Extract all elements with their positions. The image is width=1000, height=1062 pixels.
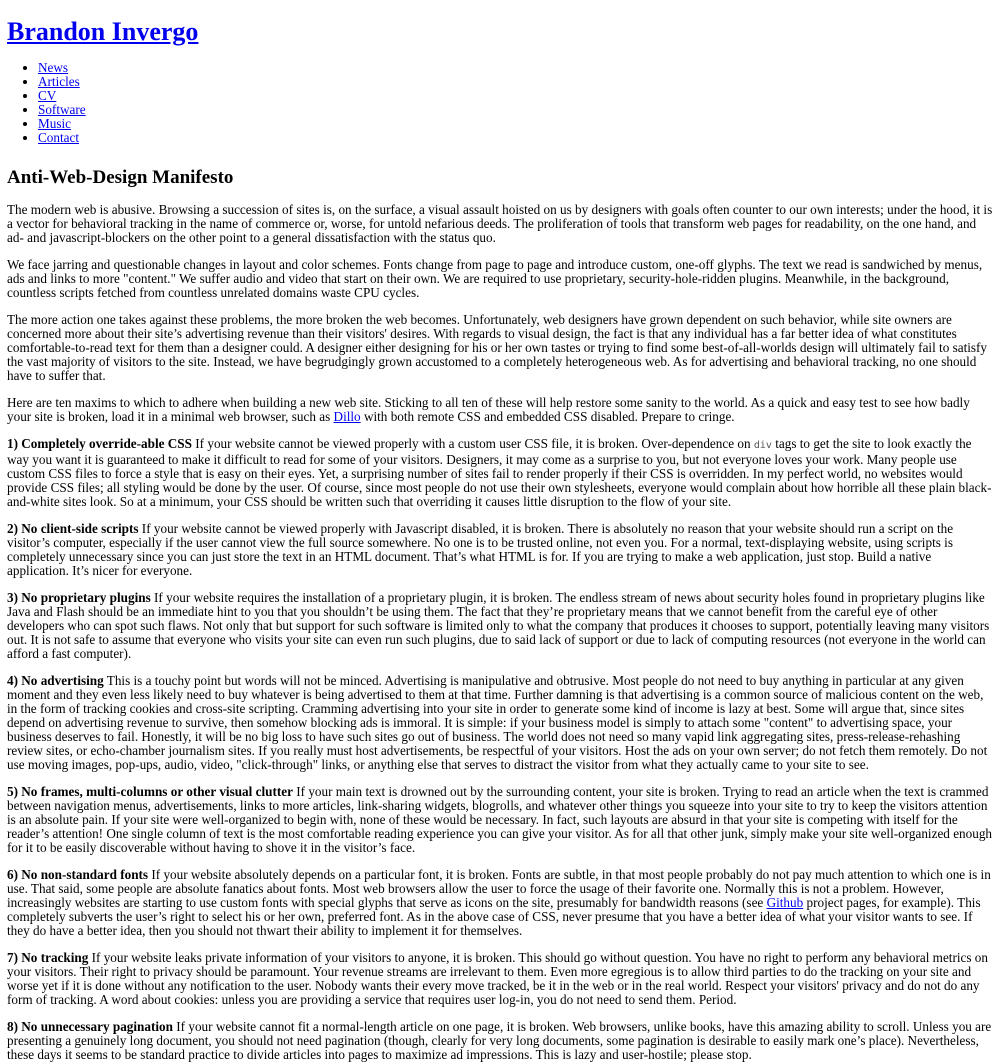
site-title-link[interactable]: Brandon Invergo	[7, 17, 199, 46]
maxim-text: If your website cannot be viewed properly with a custom user CSS file, it is broken. Over-dependence on	[191, 436, 754, 451]
maxim-paragraph	[7, 674, 993, 772]
nav-link-contact[interactable]: Contact	[38, 130, 80, 145]
nav-link-news[interactable]: News	[38, 60, 69, 75]
nav-item-cv	[38, 89, 993, 103]
nav-link-music[interactable]: Music	[38, 116, 71, 131]
maxim-heading: 6) No non-standard fonts	[7, 867, 149, 882]
maxim-text: This is a touchy point but words will not be minced. Advertising is manipulative and obtrusive. Most people do not need to buy anything in particular at any given moment and they even less likely need to buy whatever is being advertised to them at that time. Further damning is that advertising is a common source of malicious content on the web, in the form of tracking cookies and cross-site scripting. Cramming advertising into your site in order to generate some kind of income is lazy at best. Some will argue that, since sites depend on advertising revenue to survive, then somehow blocking ads is immoral. It is simple: if your business model is simply to attach some "content" to advertising space, your business deserves to fail. Honestly, it will be no big loss to have such sites go out of business. The world does not need so many vapid link aggregating sites, press-release-rehashing review sites, or echo-chamber journalism sites. If you really must host advertisements, be respectful of your visitors. Host the ads on your own server; do not fetch them remotely. Do not use moving images, pop-ups, audio, video, "click-through" links, or anything else that serves to distract the visitor from what they actually came to your site to see.	[7, 673, 988, 772]
maxim-paragraph	[7, 437, 993, 509]
maxim-text: If your website requires the installation of a proprietary plugin, it is broken. The endless stream of news about security holes found in proprietary plugins like Java and Flash should be an immediate hint to you that you shouldn’t be using them. The fact that they’re proprietary means that we cannot benefit from the careful eye of other developers who can spot such flaws. Not only that but support for such software is limited only to what the company that produces it chooses to support, potentially leaving many visitors out. It is not safe to assume that everyone who visits your site can even run such plugins, due to said lack of support or due to lack of computing resources (not everyone in the world can afford a fast computer).	[7, 590, 990, 661]
nav-item-articles	[38, 75, 993, 89]
maxim-heading: 4) No advertising	[7, 673, 104, 688]
intro-paragraph: The more action one takes against these problems, the more broken the web becomes. Unfortunately, web designers have grown dependent on such behavior, while site owners are concerned more about their site’s advertising revenue than their visitors' desires. With regards to visual design, the fact is that any individual has a far better idea of what constitutes comfortable-to-read text for them than a designer could. A designer either designing for his or her own tastes or trying to find some best-of-all-worlds design will ultimately fail to satisfy the vast majority of visitors to the site. Instead, we have begrudgingly grown accustomed to a completely heterogeneous web. As for advertising and behavioral tracking, no one should have to suffer that.	[7, 312, 988, 383]
maxim-paragraph	[7, 1020, 993, 1062]
intro-paragraph: We face jarring and questionable changes in layout and color schemes. Fonts change from page to page and introduce custom, one-off glyphs. The text we read is sandwiched by menus, ads and links to more "content." We suffer audio and video that start on their own. We are required to use proprietary, security-hole-ridden plugins. Meanwhile, in the background, countless scripts fetched from countless unrelated domains waste CPU cycles.	[7, 257, 983, 300]
maxims-intro-text: Here are ten maxims to which to adhere when building a new web site. Sticking to all ten of these will help restore some sanity to the world. As a quick and easy test to see how badly your site is broken, load it in a minimal web browser, such as	[7, 395, 970, 424]
maxim-heading: 8) No unnecessary pagination	[7, 1019, 173, 1034]
inline-code: div	[753, 440, 772, 451]
maxim-paragraph	[7, 591, 993, 661]
nav-link-software[interactable]: Software	[38, 102, 86, 117]
dillo-link[interactable]: Dillo	[333, 409, 361, 424]
article-title: Anti-Web-Design Manifesto	[7, 167, 234, 188]
nav-item-music	[38, 117, 993, 131]
maxim-paragraph	[7, 951, 993, 1007]
maxim-text: If your main text is drowned out by the surrounding content, your site is broken. Trying to read an article when the text is crammed between navigation menus, advertisements, links to more articles, link-sharing widgets, blogrolls, and whatever other things you squeeze into your site to try to keep the visitors attention is an absolute pain. If your site were well-organized to begin with, none of these would be necessary. In fact, such layouts are absurd in that your site is competing with itself for the reader’s attention! One single column of text is the most comfortable reading experience you can give your visitor. As for all that other junk, simply make your site well-organized enough for it to be easily discoverable without having to shove it in the visitor’s face.	[7, 784, 993, 855]
nav-link-cv[interactable]: CV	[38, 88, 57, 103]
maxim-heading: 2) No client-side scripts	[7, 521, 139, 536]
nav-item-software	[38, 103, 993, 117]
main-nav	[7, 61, 993, 145]
site-header	[7, 17, 993, 47]
maxim-text: If your website absolutely depends on a particular font, it is broken. Fonts are subtle, in that most people probably do not pay much attention to which one is in use. That said, some people are absolute fanatics about fonts. Most web browsers allow the user to force the usage of their favorite one. Normally this is not a problem. However, increasingly websites are starting to use custom fonts with special glyphs that serve as icons on the site, presumably for bandwidth reasons (see	[7, 867, 991, 910]
nav-item-news	[38, 61, 993, 75]
maxim-paragraph	[7, 522, 993, 578]
maxim-text: tags to get the site to look exactly the way you want it is guaranteed to make it difficult to read for some of your visitors. Designers, it may come as a surprise to you, but not everyone loves your work. Many people use custom CSS files to force a style that is easy on their eyes. Yet, a surprising number of sites fail to render properly if their CSS is overridden. In my perfect world, no websites would provide CSS files; all styling would be done by the user. Of course, since most people do not use their own stylesheets, everyone would complain about how horrible all these plain black-and-white sites look. So at a minimum, your CSS should be written such that overriding it causes little disruption to the flow of your site.	[7, 436, 992, 509]
maxims-intro-text: with both remote CSS and embedded CSS disabled. Prepare to cringe.	[360, 409, 735, 424]
nav-item-contact	[38, 131, 993, 145]
maxim-text: If your website leaks private information of your visitors to anyone, it is broken. This should go without question. You have no right to perform any behavioral metrics on your visitors. Their right to privacy should be paramount. Your revenue streams are irrelevant to them. Even more egregious is to allow third parties to do the tracking on your site and worse yet if it is done without any notification to the user. Nobody wants their every move tracked, be it in the web or in the real world. Respect your visitors' privacy and do not do any form of tracking. A word about cookies: unless you are providing a service that requires user log-in, you do not need to send them. Period.	[7, 950, 988, 1007]
maxim-heading: 7) No tracking	[7, 950, 89, 965]
maxim-heading: 1) Completely override-able CSS	[7, 436, 192, 451]
page	[0, 17, 1000, 1062]
maxim-heading: 5) No frames, multi-columns or other visual clutter	[7, 784, 293, 799]
nav-link-articles[interactable]: Articles	[38, 74, 80, 89]
maxim-text: If your website cannot fit a normal-length article on one page, it is broken. Web browsers, unlike books, have this amazing ability to scroll. Unless you are presenting a genuinely long document, you should not need pagination (though, clearly for very long documents, some pagination is desirable to easily mark one’s place). Nevertheless, these days it seems to be standard practice to divide articles into pages to maximize ad impressions. This is lazy and user-hostile; please stop.	[7, 1019, 992, 1062]
maxim-paragraph	[7, 868, 993, 938]
maxim-text: If your website cannot be viewed properly with Javascript disabled, it is broken. There is absolutely no reason that your website should run a script on the visitor’s computer, especially if the user cannot view the full source somewhere. No one is to be trusted online, not even you. For a normal, text-displaying website, using scripts is completely unnecessary since you can just store the text in an HTML document. That’s what HTML is for. If you are trying to make a web application, just stop. Build a native application. It’s nicer for everyone.	[7, 521, 954, 578]
maxim-text: project pages, for example). This completely subverts the user’s right to select his or her own, preferred font. As in the above case of CSS, never presume that you have a better idea of what your visitor wants to see. If they do have a better idea, then you should not thwart their ability to implement it for themselves.	[7, 895, 981, 938]
intro-paragraph: The modern web is abusive. Browsing a succession of sites is, on the surface, a visual assault hoisted on us by designers with goals often counter to our own interests; under the hood, it is a vector for behavioral tracking in the name of commerce or, worse, for untold nefarious deeds. The proliferation of tools that transform web pages for readability, on the one hand, and ad- and javascript-blockers on the other point to a general dissatisfaction with the status quo.	[7, 202, 993, 245]
maxim-paragraph	[7, 785, 993, 855]
maxim-heading: 3) No proprietary plugins	[7, 590, 151, 605]
github-link[interactable]: Github	[766, 895, 804, 910]
maxims-intro-paragraph	[7, 396, 993, 424]
